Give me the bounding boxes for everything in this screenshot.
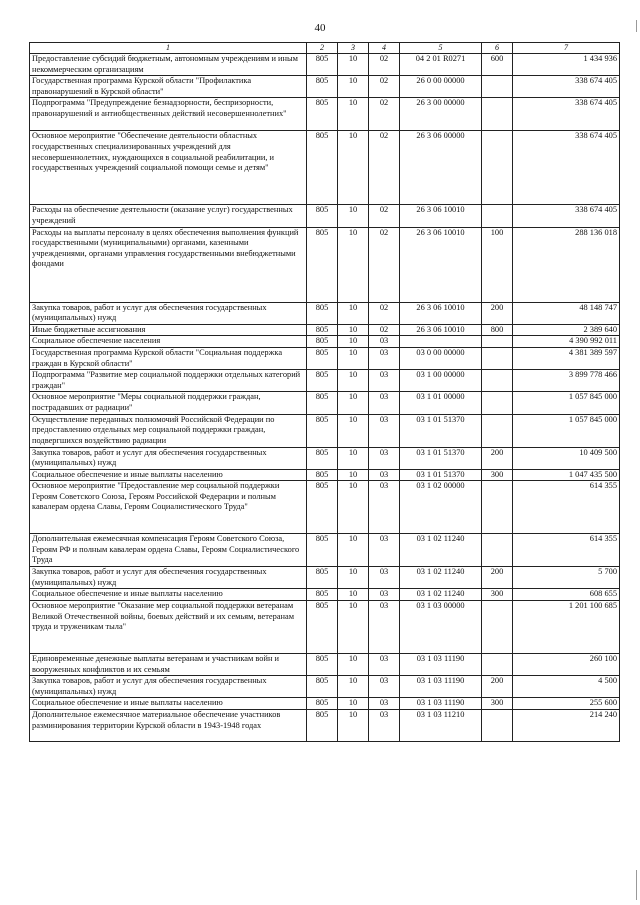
code-expense-type	[482, 414, 513, 447]
code-expense-type: 200	[482, 447, 513, 469]
code-subsection: 03	[369, 447, 400, 469]
code-subsection: 02	[369, 302, 400, 324]
code-target: 26 3 06 00000	[400, 131, 482, 205]
code-target: 03 1 03 11210	[400, 710, 482, 742]
table-row	[30, 601, 620, 654]
code-subsection: 02	[369, 131, 400, 205]
code-department: 805	[307, 601, 338, 654]
code-section: 10	[338, 654, 369, 676]
code-section: 10	[338, 589, 369, 601]
code-department: 805	[307, 98, 338, 131]
code-target: 03 1 00 00000	[400, 370, 482, 392]
code-department: 805	[307, 205, 338, 227]
header-col-2: 2	[307, 43, 338, 54]
table-row	[30, 481, 620, 534]
code-target: 26 3 00 00000	[400, 98, 482, 131]
code-subsection: 03	[369, 589, 400, 601]
amount: 3 899 778 466	[513, 370, 620, 392]
code-expense-type	[482, 205, 513, 227]
amount: 255 600	[513, 698, 620, 710]
code-expense-type	[482, 534, 513, 567]
code-subsection: 03	[369, 414, 400, 447]
table-row	[30, 654, 620, 676]
code-subsection: 03	[369, 676, 400, 698]
code-target: 26 3 06 10010	[400, 205, 482, 227]
row-name: Социальное обеспечение и иные выплаты населению	[30, 469, 307, 481]
code-target: 26 3 06 10010	[400, 324, 482, 336]
code-subsection: 02	[369, 227, 400, 302]
code-section: 10	[338, 370, 369, 392]
code-target: 03 0 00 00000	[400, 347, 482, 369]
code-subsection: 03	[369, 534, 400, 567]
code-department: 805	[307, 302, 338, 324]
code-expense-type	[482, 131, 513, 205]
code-subsection: 03	[369, 347, 400, 369]
code-subsection: 03	[369, 601, 400, 654]
code-expense-type: 300	[482, 469, 513, 481]
code-section: 10	[338, 205, 369, 227]
code-department: 805	[307, 567, 338, 589]
code-target: 03 1 01 51370	[400, 469, 482, 481]
code-subsection: 02	[369, 98, 400, 131]
code-subsection: 03	[369, 654, 400, 676]
code-target: 03 1 01 00000	[400, 392, 482, 414]
code-department: 805	[307, 589, 338, 601]
code-target: 03 1 03 11190	[400, 654, 482, 676]
code-section: 10	[338, 302, 369, 324]
code-section: 10	[338, 710, 369, 742]
amount: 338 674 405	[513, 205, 620, 227]
table-row	[30, 589, 620, 601]
amount: 4 390 992 011	[513, 336, 620, 348]
header-col-3: 3	[338, 43, 369, 54]
code-subsection: 02	[369, 54, 400, 76]
code-expense-type: 100	[482, 227, 513, 302]
table-row	[30, 205, 620, 227]
row-name: Предоставление субсидий бюджетным, автономным учреждениям и иным некоммерческим организациям	[30, 54, 307, 76]
code-expense-type	[482, 710, 513, 742]
code-section: 10	[338, 54, 369, 76]
code-section: 10	[338, 534, 369, 567]
amount: 608 655	[513, 589, 620, 601]
row-name: Закупка товаров, работ и услуг для обеспечения государственных (муниципальных) нужд	[30, 302, 307, 324]
amount: 214 240	[513, 710, 620, 742]
amount: 2 389 640	[513, 324, 620, 336]
row-name: Государственная программа Курской области "Профилактика правонарушений в Курской области"	[30, 76, 307, 98]
row-name: Дополнительное ежемесячное материальное обеспечение участников разминирования территории Курской области в 1943-1948 годах	[30, 710, 307, 742]
row-name: Расходы на выплаты персоналу в целях обеспечения выполнения функций государственными (муниципальными) органами, казенными учреждениями, органами управления государственными внебюджетными фондами	[30, 227, 307, 302]
code-target: 04 2 01 R0271	[400, 54, 482, 76]
code-expense-type	[482, 336, 513, 348]
code-subsection: 02	[369, 76, 400, 98]
code-section: 10	[338, 131, 369, 205]
code-section: 10	[338, 324, 369, 336]
row-name: Основное мероприятие "Оказание мер социальной поддержки ветеранам Великой Отечественной войны, боевых действий и их семьям, ветеранам труда и труженикам тыла"	[30, 601, 307, 654]
code-subsection: 03	[369, 567, 400, 589]
code-subsection: 03	[369, 392, 400, 414]
row-name: Осуществление переданных полномочий Российской Федерации по предоставлению отдельных мер социальной поддержки граждан, подвергшихся воздействию радиации	[30, 414, 307, 447]
code-department: 805	[307, 676, 338, 698]
table-row	[30, 567, 620, 589]
header-col-4: 4	[369, 43, 400, 54]
code-subsection: 03	[369, 336, 400, 348]
code-expense-type: 200	[482, 567, 513, 589]
amount: 338 674 405	[513, 131, 620, 205]
code-expense-type	[482, 98, 513, 131]
code-target: 03 1 02 00000	[400, 481, 482, 534]
code-target: 26 3 06 10010	[400, 227, 482, 302]
row-name: Единовременные денежные выплаты ветеранам и участникам войн и вооруженных конфликтов и их семьям	[30, 654, 307, 676]
amount: 4 381 389 597	[513, 347, 620, 369]
code-department: 805	[307, 654, 338, 676]
row-name: Иные бюджетные ассигнования	[30, 324, 307, 336]
code-section: 10	[338, 567, 369, 589]
header-row	[30, 43, 620, 54]
code-target: 03 1 01 51370	[400, 414, 482, 447]
amount: 1 057 845 000	[513, 392, 620, 414]
code-target: 03 1 03 11190	[400, 676, 482, 698]
table-row	[30, 347, 620, 369]
table-row	[30, 98, 620, 131]
code-section: 10	[338, 76, 369, 98]
row-name: Социальное обеспечение населения	[30, 336, 307, 348]
code-expense-type: 300	[482, 589, 513, 601]
row-name: Дополнительная ежемесячная компенсация Героям Советского Союза, Героям РФ и полным кавалерам ордена Славы, Героям Социалистического Труда	[30, 534, 307, 567]
amount: 338 674 405	[513, 98, 620, 131]
code-department: 805	[307, 76, 338, 98]
code-target: 03 1 03 00000	[400, 601, 482, 654]
code-expense-type	[482, 392, 513, 414]
code-department: 805	[307, 392, 338, 414]
header-col-7: 7	[513, 43, 620, 54]
code-target	[400, 336, 482, 348]
code-target: 26 0 00 00000	[400, 76, 482, 98]
amount: 4 500	[513, 676, 620, 698]
amount: 288 136 018	[513, 227, 620, 302]
amount: 5 700	[513, 567, 620, 589]
amount: 48 148 747	[513, 302, 620, 324]
code-expense-type: 800	[482, 324, 513, 336]
code-subsection: 03	[369, 370, 400, 392]
table-row	[30, 131, 620, 205]
code-section: 10	[338, 98, 369, 131]
table-row	[30, 370, 620, 392]
code-department: 805	[307, 469, 338, 481]
table-row	[30, 54, 620, 76]
table-row	[30, 534, 620, 567]
page-number: 40	[314, 22, 326, 34]
code-department: 805	[307, 414, 338, 447]
code-department: 805	[307, 370, 338, 392]
code-department: 805	[307, 324, 338, 336]
code-subsection: 03	[369, 710, 400, 742]
row-name: Подпрограмма "Предупреждение безнадзорности, беспризорности, правонарушений и антиобщественных действий несовершеннолетних"	[30, 98, 307, 131]
code-expense-type: 300	[482, 698, 513, 710]
table-row	[30, 698, 620, 710]
code-department: 805	[307, 54, 338, 76]
code-department: 805	[307, 698, 338, 710]
table-row	[30, 447, 620, 469]
code-section: 10	[338, 414, 369, 447]
code-section: 10	[338, 601, 369, 654]
header-col-6: 6	[482, 43, 513, 54]
code-section: 10	[338, 469, 369, 481]
row-name: Государственная программа Курской области "Социальная поддержка граждан в Курской области"	[30, 347, 307, 369]
amount: 1 057 845 000	[513, 414, 620, 447]
table-row	[30, 324, 620, 336]
table-row	[30, 76, 620, 98]
header-col-5: 5	[400, 43, 482, 54]
code-expense-type	[482, 481, 513, 534]
row-name: Закупка товаров, работ и услуг для обеспечения государственных (муниципальных) нужд	[30, 676, 307, 698]
row-name: Основное мероприятие "Меры социальной поддержки граждан, пострадавших от радиации"	[30, 392, 307, 414]
code-department: 805	[307, 227, 338, 302]
amount: 1 047 435 500	[513, 469, 620, 481]
code-target: 26 3 06 10010	[400, 302, 482, 324]
amount: 1 434 936	[513, 54, 620, 76]
amount: 614 355	[513, 534, 620, 567]
code-target: 03 1 03 11190	[400, 698, 482, 710]
amount: 10 409 500	[513, 447, 620, 469]
code-department: 805	[307, 347, 338, 369]
table-row	[30, 227, 620, 302]
code-section: 10	[338, 336, 369, 348]
code-expense-type	[482, 654, 513, 676]
code-section: 10	[338, 392, 369, 414]
row-name: Расходы на обеспечение деятельности (оказание услуг) государственных учреждений	[30, 205, 307, 227]
budget-table	[29, 42, 620, 742]
code-subsection: 03	[369, 481, 400, 534]
row-name: Социальное обеспечение и иные выплаты населению	[30, 698, 307, 710]
header-col-1: 1	[30, 43, 307, 54]
code-section: 10	[338, 227, 369, 302]
row-name: Закупка товаров, работ и услуг для обеспечения государственных (муниципальных) нужд	[30, 567, 307, 589]
code-department: 805	[307, 131, 338, 205]
code-expense-type: 200	[482, 302, 513, 324]
table-row	[30, 469, 620, 481]
code-subsection: 03	[369, 698, 400, 710]
table-row	[30, 676, 620, 698]
row-name: Основное мероприятие "Обеспечение деятельности областных государственных специализированных учреждений для несовершеннолетних, нуждающихся в социальной реабилитации, и государственных учреждений социальной помощи семье и детям"	[30, 131, 307, 205]
row-name: Основное мероприятие "Предоставление мер социальной поддержки Героям Советского Союза, Героям Российской Федерации и полным кавалерам ордена Славы, Героям Социалистического Труда"	[30, 481, 307, 534]
code-target: 03 1 02 11240	[400, 567, 482, 589]
code-expense-type	[482, 76, 513, 98]
code-section: 10	[338, 676, 369, 698]
table-row	[30, 336, 620, 348]
row-name: Закупка товаров, работ и услуг для обеспечения государственных (муниципальных) нужд	[30, 447, 307, 469]
code-subsection: 02	[369, 324, 400, 336]
code-section: 10	[338, 481, 369, 534]
code-expense-type	[482, 370, 513, 392]
table-row	[30, 392, 620, 414]
code-department: 805	[307, 336, 338, 348]
table-row	[30, 302, 620, 324]
code-subsection: 02	[369, 205, 400, 227]
scan-edge-mark	[636, 20, 637, 32]
code-target: 03 1 02 11240	[400, 534, 482, 567]
code-target: 03 1 01 51370	[400, 447, 482, 469]
code-section: 10	[338, 447, 369, 469]
table-row	[30, 414, 620, 447]
code-department: 805	[307, 534, 338, 567]
amount: 260 100	[513, 654, 620, 676]
code-expense-type: 600	[482, 54, 513, 76]
code-expense-type	[482, 601, 513, 654]
scan-edge-mark	[636, 870, 637, 900]
code-department: 805	[307, 447, 338, 469]
code-expense-type: 200	[482, 676, 513, 698]
row-name: Подпрограмма "Развитие мер социальной поддержки отдельных категорий граждан"	[30, 370, 307, 392]
code-department: 805	[307, 481, 338, 534]
code-subsection: 03	[369, 469, 400, 481]
table-row	[30, 710, 620, 742]
amount: 614 355	[513, 481, 620, 534]
code-section: 10	[338, 347, 369, 369]
amount: 1 201 100 685	[513, 601, 620, 654]
code-expense-type	[482, 347, 513, 369]
row-name: Социальное обеспечение и иные выплаты населению	[30, 589, 307, 601]
code-department: 805	[307, 710, 338, 742]
code-section: 10	[338, 698, 369, 710]
amount: 338 674 405	[513, 76, 620, 98]
code-target: 03 1 02 11240	[400, 589, 482, 601]
